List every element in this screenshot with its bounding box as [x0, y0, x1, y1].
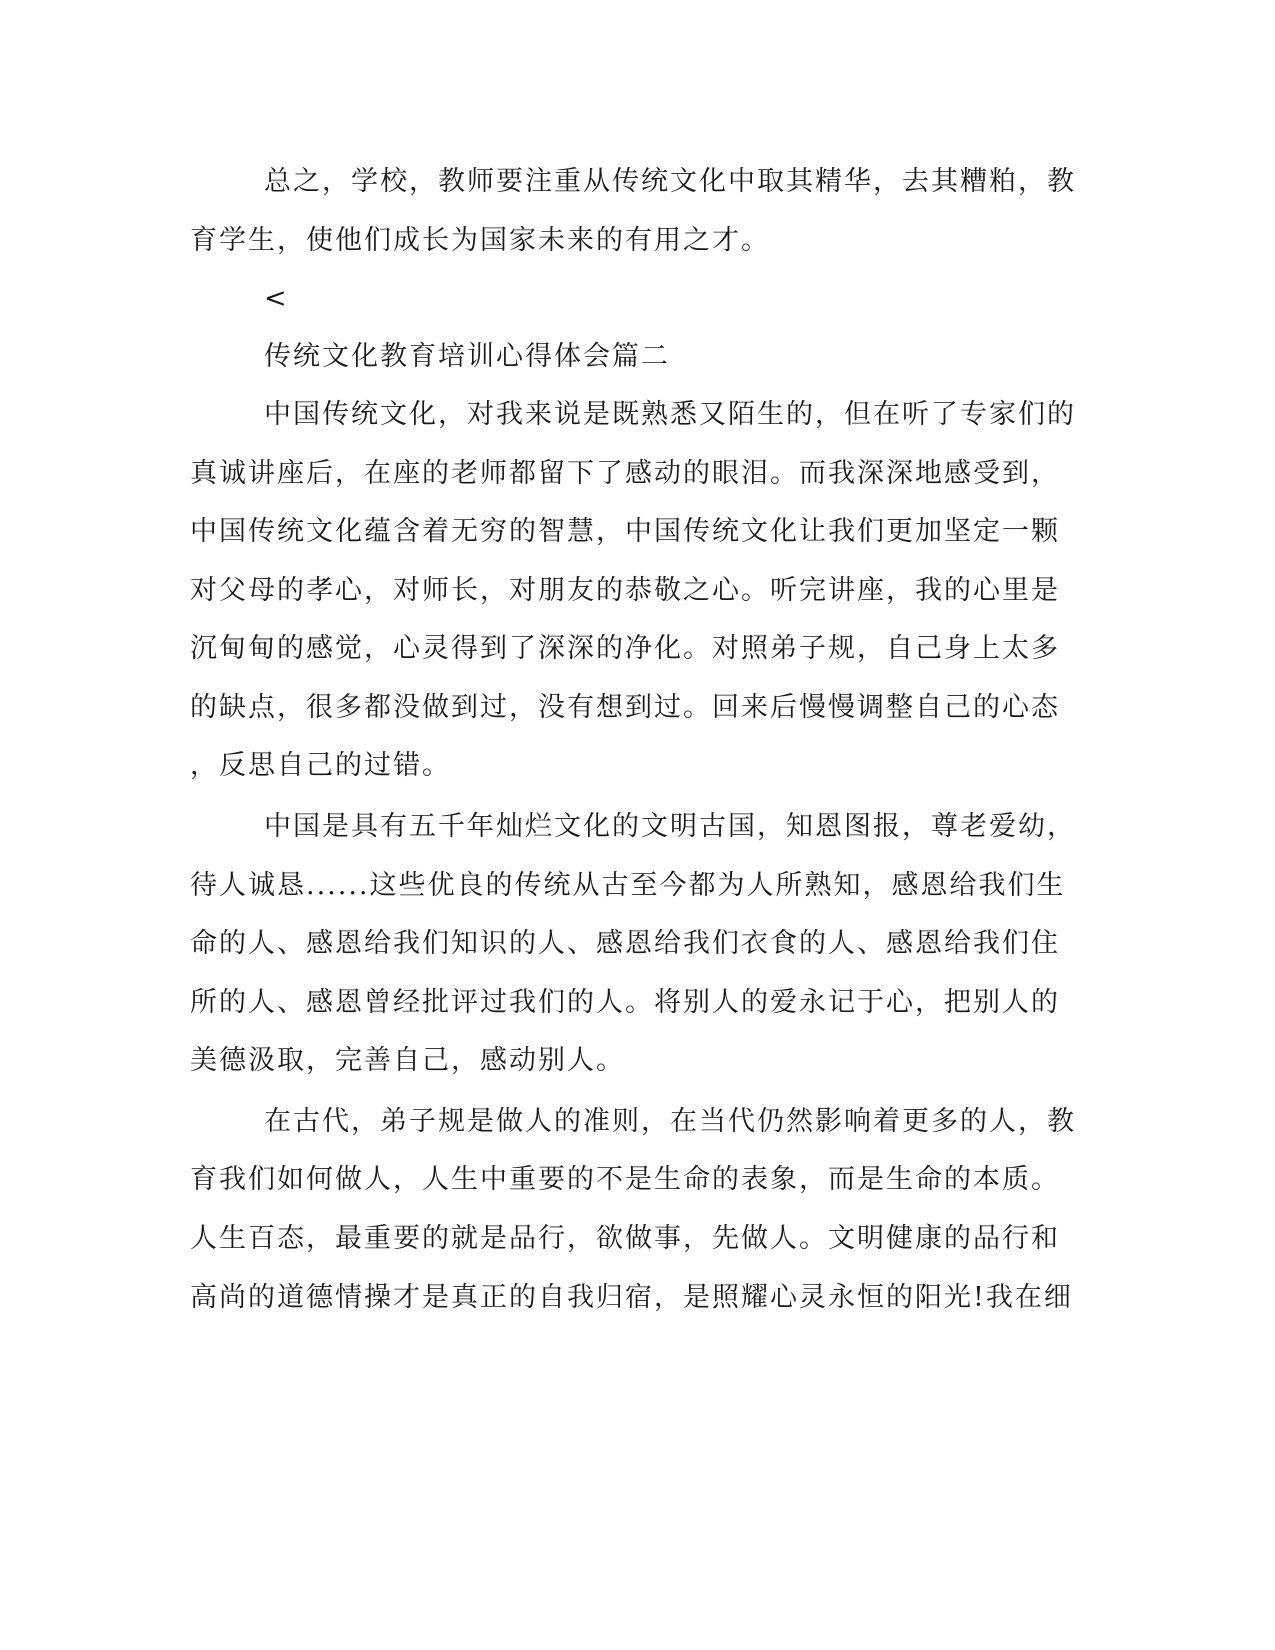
- stray-symbol: <: [264, 283, 289, 314]
- paragraph-3-line-2: 待人诚恳......这些优良的传统从古至今都为人所熟知，感恩给我们生: [190, 870, 1066, 901]
- paragraph-4-line-4: 高尚的道德情操才是真正的自我归宿，是照耀心灵永恒的阳光!我在细: [190, 1282, 1073, 1313]
- paragraph-3-line-3: 命的人、感恩给我们知识的人、感恩给我们衣食的人、感恩给我们住: [190, 928, 1060, 959]
- paragraph-3-line-5: 美德汲取，完善自己，感动别人。: [190, 1045, 625, 1076]
- paragraph-2-line-4: 对父母的孝心，对师长，对朋友的恭敬之心。听完讲座，我的心里是: [190, 575, 1060, 606]
- section-heading: 传统文化教育培训心得体会篇二: [264, 341, 670, 372]
- paragraph-1-line-2: 育学生，使他们成长为国家未来的有用之才。: [190, 225, 770, 256]
- paragraph-1-line-1: 总之，学校，教师要注重从传统文化中取其精华，去其糟粕，教: [264, 166, 1076, 197]
- paragraph-3-line-1: 中国是具有五千年灿烂文化的文明古国，知恩图报，尊老爱幼，: [264, 811, 1076, 842]
- paragraph-3-line-4: 所的人、感恩曾经批评过我们的人。将别人的爱永记于心，把别人的: [190, 987, 1060, 1018]
- paragraph-2-line-3: 中国传统文化蕴含着无穷的智慧，中国传统文化让我们更加坚定一颗: [190, 516, 1060, 547]
- paragraph-4-line-1: 在古代，弟子规是做人的准则，在当代仍然影响着更多的人，教: [264, 1106, 1076, 1137]
- paragraph-4-line-2: 育我们如何做人，人生中重要的不是生命的表象，而是生命的本质。: [190, 1164, 1060, 1195]
- paragraph-2-line-6: 的缺点，很多都没做到过，没有想到过。回来后慢慢调整自己的心态: [190, 692, 1060, 723]
- paragraph-2-line-5: 沉甸甸的感觉，心灵得到了深深的净化。对照弟子规，自己身上太多: [190, 633, 1060, 664]
- paragraph-4-line-3: 人生百态，最重要的就是品行，欲做事，先做人。文明健康的品行和: [190, 1223, 1060, 1254]
- paragraph-2-line-7: ，反思自己的过错。: [190, 750, 451, 781]
- paragraph-2-line-1: 中国传统文化，对我来说是既熟悉又陌生的，但在听了专家们的: [264, 399, 1076, 430]
- paragraph-2-line-2: 真诚讲座后，在座的老师都留下了感动的眼泪。而我深深地感受到，: [190, 458, 1060, 489]
